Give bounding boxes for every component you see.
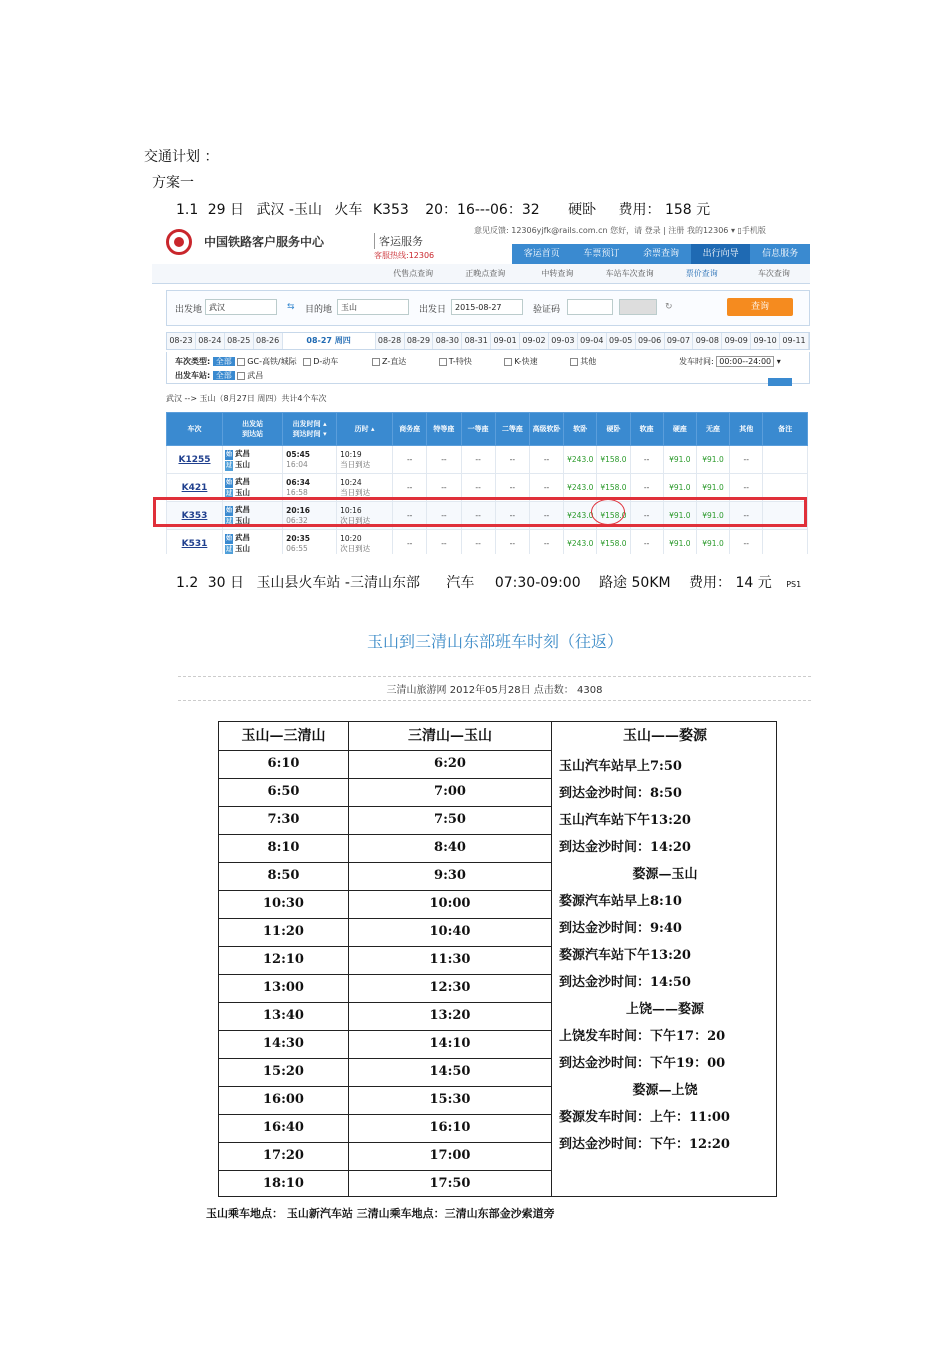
price-cell: -- [393, 502, 427, 530]
price-cell: -- [393, 446, 427, 474]
start-station-icon: 始 [226, 534, 233, 542]
date-tab[interactable]: 08-28 [376, 333, 405, 349]
plan-title: 方案一 [152, 175, 194, 191]
col-head-yushan-sanqing: 玉山—三清山 [219, 722, 348, 751]
price-cell: -- [630, 446, 663, 474]
item-1-seat: 硬卧 [568, 202, 597, 218]
bus-article-meta: 三清山旅游网 2012年05月28日 点击数： 4308 [386, 685, 603, 696]
filter-panel [166, 352, 810, 384]
time-yushan-to-sanqing: 17:20 [219, 1142, 348, 1171]
filter-type-option: GC-高铁/城际 [247, 357, 297, 366]
nav-booking[interactable]: 车票预订 [583, 249, 620, 259]
duration: 10:16 [340, 505, 362, 515]
from-station: 武昌 [235, 448, 251, 458]
railway-logo-icon [166, 229, 192, 255]
date-tab[interactable]: 09-07 [665, 333, 694, 349]
price-cell: -- [529, 530, 563, 555]
item-1 [176, 199, 710, 219]
column-divider [551, 722, 552, 1196]
price-cell: ¥91.0 [696, 530, 729, 555]
depart-time: 05:45 [286, 449, 311, 459]
item-2-cost: 费用： 14 元 [689, 575, 772, 591]
depart-time: 20:16 [286, 505, 311, 515]
depart-time-label: 发车时间: [679, 357, 714, 366]
arrival-day: 当日到达 [340, 487, 371, 497]
rail-header [152, 222, 810, 264]
nav-remaining[interactable]: 余票查询 [642, 249, 679, 259]
header-cell[interactable]: 历时 ▴ [337, 413, 393, 446]
chevron-down-icon[interactable]: ▾ [776, 357, 781, 366]
time-sanqing-to-yushan: 11:30 [349, 946, 551, 975]
header-cell: 车次 [167, 413, 223, 446]
from-station: 武昌 [235, 532, 251, 542]
boarding-locations: 玉山乘车地点： 玉山新汽车站 三清山乘车地点：三清山东部金沙索道旁 [206, 1207, 555, 1220]
end-station-icon: 过 [226, 489, 233, 497]
filter-type-row [175, 356, 338, 367]
header-cell: 硬座 [663, 413, 696, 446]
price-cell: ¥91.0 [663, 446, 696, 474]
date-tab[interactable]: 09-10 [751, 333, 780, 349]
wuyuan-route-note: 上饶发车时间：下午17：20 [559, 1029, 726, 1044]
date-tab[interactable]: 08-26 [254, 333, 283, 349]
wuyuan-route-note: 婺源汽车站下午13:20 [559, 948, 691, 963]
date-tab[interactable]: 09-05 [607, 333, 636, 349]
price-cell: -- [529, 502, 563, 530]
from-input[interactable]: 武汉 [205, 299, 277, 315]
station-cell [223, 530, 283, 555]
rail-sub-nav [152, 264, 810, 284]
item-2-mark: PS1 [786, 580, 802, 589]
arrive-time: 16:04 [286, 459, 308, 469]
from-station: 武昌 [235, 476, 251, 486]
header-cell[interactable]: 出发时间 ▴ 到达时间 ▾ [283, 413, 337, 446]
to-station: 玉山 [235, 487, 251, 497]
filter-type-option: T-特快 [448, 357, 472, 366]
header-cell: 出发站 到达站 [223, 413, 283, 446]
price-cell: ¥91.0 [696, 446, 729, 474]
checkbox[interactable] [439, 358, 447, 366]
filter-station-row [175, 370, 263, 381]
wuyuan-route-note: 到达金沙时间：14:20 [559, 840, 691, 855]
time-sanqing-to-yushan: 12:30 [349, 974, 551, 1003]
time-yushan-to-sanqing: 6:10 [219, 750, 348, 779]
bus-article-title: 玉山到三清山东部班车时刻（往返） [366, 632, 623, 651]
rail-main-nav [512, 244, 810, 264]
highlight-circle [591, 499, 625, 525]
wuyuan-route-note: 到达金沙时间：8:50 [559, 786, 682, 801]
header-cell: 软卧 [564, 413, 597, 446]
code-input[interactable] [567, 299, 613, 315]
price-cell: -- [427, 530, 461, 555]
price-cell: ¥158.0 [597, 530, 630, 555]
date-tab[interactable]: 09-01 [491, 333, 520, 349]
time-cell [283, 446, 337, 474]
time-sanqing-to-yushan: 16:10 [349, 1114, 551, 1143]
date-strip [166, 332, 810, 350]
rail-top-links[interactable]: 意见反馈: 12306yjfk@rails.com.cn 您好，请 登录 | 注册 我的12306 ▾ ▯手机版 [474, 226, 766, 235]
divider [178, 676, 811, 677]
date-tab[interactable]: 08-29 [405, 333, 434, 349]
time-yushan-to-sanqing: 8:10 [219, 834, 348, 863]
checkbox[interactable] [237, 358, 245, 366]
item-2-route: 玉山县火车站 -三清山东部 [256, 575, 420, 591]
rail-service-label: 客运服务 [374, 233, 423, 249]
item-2-distance: 路途 50KM [599, 575, 671, 591]
time-sanqing-to-yushan: 10:40 [349, 918, 551, 947]
item-1-no: 1.1 [176, 202, 199, 218]
time-sanqing-to-yushan: 7:50 [349, 806, 551, 835]
col-head-sanqing-yushan: 三清山—玉山 [349, 722, 551, 751]
date-tab[interactable]: 08-23 [167, 333, 196, 349]
price-cell: -- [427, 446, 461, 474]
filter-type-option: Z-直达 [382, 357, 407, 366]
nav-info[interactable]: 信息服务 [762, 249, 799, 259]
end-station-icon: 过 [226, 461, 233, 469]
price-cell: ¥91.0 [663, 530, 696, 555]
time-sanqing-to-yushan: 14:50 [349, 1058, 551, 1087]
price-cell: -- [461, 530, 495, 555]
captcha-image [619, 299, 657, 315]
time-yushan-to-sanqing: 16:40 [219, 1114, 348, 1143]
from-label: 出发地 [175, 305, 203, 315]
checkbox[interactable] [303, 358, 311, 366]
price-cell: ¥91.0 [663, 474, 696, 502]
price-cell: ¥243.0 [564, 530, 597, 555]
time-yushan-to-sanqing: 12:10 [219, 946, 348, 975]
price-cell: ¥243.0 [564, 446, 597, 474]
station-cell [223, 446, 283, 474]
price-cell: -- [427, 502, 461, 530]
to-label: 目的地 [305, 305, 333, 315]
end-station-icon: 过 [226, 517, 233, 525]
arrival-day: 次日到达 [340, 515, 371, 525]
wuyuan-route-note: 玉山汽车站早上7:50 [559, 759, 682, 774]
swap-icon[interactable]: ⇆ [287, 302, 295, 312]
duration: 10:24 [340, 477, 362, 487]
time-sanqing-to-yushan: 17:00 [349, 1142, 551, 1171]
wuyuan-route-note: 婺源发车时间：上午：11:00 [559, 1110, 730, 1125]
price-cell: -- [461, 502, 495, 530]
price-cell: -- [461, 446, 495, 474]
price-cell: -- [630, 530, 663, 555]
wuyuan-route-note: 到达金沙时间：14:50 [559, 975, 691, 990]
start-station-icon: 始 [226, 478, 233, 486]
time-sanqing-to-yushan: 14:10 [349, 1030, 551, 1059]
table-row[interactable] [167, 446, 808, 474]
code-label: 验证码 [533, 305, 561, 315]
remark-cell [763, 530, 808, 555]
filter-type-label: 车次类型: [175, 357, 211, 366]
item-2-no: 1.2 [176, 575, 199, 591]
remark-cell [763, 446, 808, 474]
to-station: 玉山 [235, 515, 251, 525]
price-cell: ¥243.0 [564, 474, 597, 502]
price-cell: -- [529, 446, 563, 474]
route-subheading: 婺源—上饶 [632, 1083, 698, 1098]
wuyuan-route-note: 到达金沙时间：下午：12:20 [559, 1137, 730, 1152]
price-cell: -- [495, 502, 529, 530]
time-sanqing-to-yushan: 7:00 [349, 778, 551, 807]
header-cell: 软座 [630, 413, 663, 446]
time-yushan-to-sanqing: 18:10 [263, 1176, 304, 1191]
subnav-train[interactable]: 车次查询 [757, 269, 790, 278]
table-row[interactable] [167, 530, 808, 555]
time-cell [283, 530, 337, 555]
date-tab[interactable]: 09-09 [722, 333, 751, 349]
item-1-cost: 费用： 158 元 [618, 202, 711, 218]
header-cell: 高级软卧 [529, 413, 563, 446]
price-cell: ¥158.0 [597, 446, 630, 474]
depart-time: 20:35 [286, 533, 311, 543]
time-yushan-to-sanqing: 11:20 [219, 918, 348, 947]
query-button[interactable]: 查询 [727, 298, 793, 316]
duration: 10:19 [340, 449, 362, 459]
price-cell: ¥91.0 [696, 502, 729, 530]
nav-home[interactable]: 客运首页 [523, 249, 560, 259]
time-yushan-to-sanqing: 8:50 [219, 862, 348, 891]
duration-cell [337, 446, 393, 474]
arrive-time: 16:58 [286, 487, 308, 497]
time-yushan-to-sanqing: 6:50 [219, 778, 348, 807]
date-tab[interactable]: 09-04 [578, 333, 607, 349]
time-yushan-to-sanqing: 7:30 [219, 806, 348, 835]
price-cell: -- [730, 474, 763, 502]
rail-org-name: 中国铁路客户服务中心 [204, 235, 325, 249]
item-1-route: 武汉 -玉山 [256, 202, 322, 218]
price-cell: -- [630, 502, 663, 530]
route-subheading: 婺源—玉山 [632, 867, 698, 882]
item-1-train: K353 [372, 202, 409, 218]
arrival-day: 当日到达 [340, 459, 371, 469]
item-2-mode: 汽车 [446, 575, 475, 591]
wuyuan-route-note: 婺源汽车站早上8:10 [559, 894, 682, 909]
filter-station-option: 武昌 [247, 371, 264, 380]
search-bar [166, 290, 810, 326]
train-table [166, 412, 808, 554]
time-sanqing-to-yushan: 15:30 [349, 1086, 551, 1115]
doc-heading: 交通计划 ： [144, 149, 219, 165]
to-input[interactable]: 玉山 [337, 299, 409, 315]
date-tab[interactable]: 08-30 [433, 333, 462, 349]
header-cell: 商务座 [393, 413, 427, 446]
item-2-date: 30 日 [207, 575, 244, 591]
checkbox[interactable] [570, 358, 578, 366]
time-sanqing-to-yushan: 17:50 [429, 1176, 471, 1191]
time-yushan-to-sanqing: 15:20 [219, 1058, 348, 1087]
date-tab[interactable]: 09-03 [549, 333, 578, 349]
train-number-link[interactable]: K353 [167, 502, 223, 530]
header-cell: 硬卧 [597, 413, 630, 446]
price-cell: -- [730, 502, 763, 530]
arrive-time: 06:55 [286, 543, 308, 553]
header-cell: 无座 [696, 413, 729, 446]
date-tab[interactable]: 08-25 [225, 333, 254, 349]
time-yushan-to-sanqing: 10:30 [219, 890, 348, 919]
filter-type-option: D-动车 [313, 357, 339, 366]
item-1-mode: 火车 [334, 202, 363, 218]
header-cell: 一等座 [461, 413, 495, 446]
item-2 [176, 572, 801, 592]
depart-time-filter [679, 356, 781, 367]
to-station: 玉山 [235, 543, 251, 553]
duration-cell [337, 530, 393, 555]
subnav-agency[interactable]: 代售点查询 [393, 269, 434, 278]
time-yushan-to-sanqing: 14:30 [219, 1030, 348, 1059]
time-sanqing-to-yushan: 6:20 [349, 750, 551, 779]
price-cell: ¥91.0 [696, 474, 729, 502]
time-sanqing-to-yushan: 9:30 [349, 862, 551, 891]
header-cell: 特等座 [427, 413, 461, 446]
price-cell: ¥243.0 [564, 502, 597, 530]
start-station-icon: 始 [226, 450, 233, 458]
price-cell: -- [393, 530, 427, 555]
price-cell: ¥158.0 [597, 502, 630, 530]
arrive-time: 06:32 [286, 515, 308, 525]
date-tab-active[interactable]: 08-27 周四 [283, 333, 376, 349]
price-cell: -- [393, 474, 427, 502]
filter-all-tag[interactable]: 全部 [213, 357, 235, 366]
col-head-yushan-wuyuan: 玉山——婺源 [623, 728, 707, 744]
time-yushan-to-sanqing: 13:00 [219, 974, 348, 1003]
arrival-day: 次日到达 [340, 543, 371, 553]
item-1-time: 20：16---06：32 [425, 202, 540, 218]
depart-time: 06:34 [286, 477, 311, 487]
time-yushan-to-sanqing: 13:40 [219, 1002, 348, 1031]
subnav-fare[interactable]: 票价查询 [685, 269, 718, 278]
price-cell: -- [529, 474, 563, 502]
price-cell: -- [730, 446, 763, 474]
duration: 10:20 [340, 533, 362, 543]
filter-type-option: 其他 [580, 357, 597, 366]
price-cell: ¥91.0 [663, 502, 696, 530]
subnav-station[interactable]: 车站车次查询 [605, 269, 654, 278]
from-station: 武昌 [235, 504, 251, 514]
wuyuan-route-note: 到达金沙时间：9:40 [559, 921, 682, 936]
time-sanqing-to-yushan: 10:00 [349, 890, 551, 919]
to-station: 玉山 [235, 459, 251, 469]
train-number-link[interactable]: K1255 [167, 446, 223, 474]
bus-schedule-table [218, 721, 777, 1197]
route-subheading: 上饶——婺源 [625, 1002, 704, 1017]
wuyuan-route-note: 玉山汽车站下午13:20 [559, 813, 691, 828]
checkbox[interactable] [237, 372, 245, 380]
time-sanqing-to-yushan: 13:20 [349, 1002, 551, 1031]
header-cell: 其他 [730, 413, 763, 446]
collapse-toggle[interactable] [768, 378, 792, 386]
price-cell: ¥158.0 [597, 474, 630, 502]
depart-time-select[interactable]: 00:00--24:00 [716, 356, 774, 367]
date-tab[interactable]: 09-11 [780, 333, 809, 349]
subnav-delay[interactable]: 正晚点查询 [465, 269, 506, 278]
header-cell: 备注 [763, 413, 808, 446]
checkbox[interactable] [372, 358, 380, 366]
date-tab[interactable]: 08-24 [196, 333, 225, 349]
price-cell: -- [630, 474, 663, 502]
time-yushan-to-sanqing: 16:00 [219, 1086, 348, 1115]
date-input[interactable]: 2015-08-27 [451, 299, 523, 315]
nav-guide[interactable]: 出行向导 [691, 244, 751, 264]
wuyuan-route-note: 到达金沙时间：下午19：00 [559, 1056, 726, 1071]
train-number-link[interactable]: K531 [167, 530, 223, 555]
start-station-icon: 始 [226, 506, 233, 514]
date-tab[interactable]: 08-31 [462, 333, 491, 349]
date-label: 出发日 [419, 305, 447, 315]
refresh-icon[interactable]: ↻ [665, 302, 673, 312]
filter-type-row-2 [372, 356, 596, 367]
price-cell: -- [495, 530, 529, 555]
filter-station-label: 出发车站: [175, 371, 211, 380]
train-number-link[interactable]: K421 [167, 474, 223, 502]
price-cell: -- [427, 474, 461, 502]
date-tab[interactable]: 09-06 [636, 333, 665, 349]
subnav-transfer[interactable]: 中转查询 [541, 269, 574, 278]
table-header-row [167, 413, 808, 446]
route-summary: 武汉 --> 玉山（8月27日 周四）共计4个车次 [166, 394, 327, 403]
header-cell: 二等座 [495, 413, 529, 446]
date-tab[interactable]: 09-08 [693, 333, 722, 349]
price-cell: -- [495, 446, 529, 474]
price-cell: -- [495, 474, 529, 502]
rail-hotline: 客服热线:12306 [374, 251, 435, 260]
date-tab[interactable]: 09-02 [520, 333, 549, 349]
end-station-icon: 过 [226, 545, 233, 553]
highlight-box [153, 497, 807, 527]
divider [178, 700, 811, 701]
price-cell: -- [730, 530, 763, 555]
item-1-date: 29 日 [207, 202, 244, 218]
filter-type-option: K-快速 [514, 357, 538, 366]
price-cell: -- [461, 474, 495, 502]
item-2-time: 07:30-09:00 [494, 575, 581, 591]
time-sanqing-to-yushan: 8:40 [349, 834, 551, 863]
filter-station-all-tag[interactable]: 全部 [213, 371, 235, 380]
checkbox[interactable] [504, 358, 512, 366]
